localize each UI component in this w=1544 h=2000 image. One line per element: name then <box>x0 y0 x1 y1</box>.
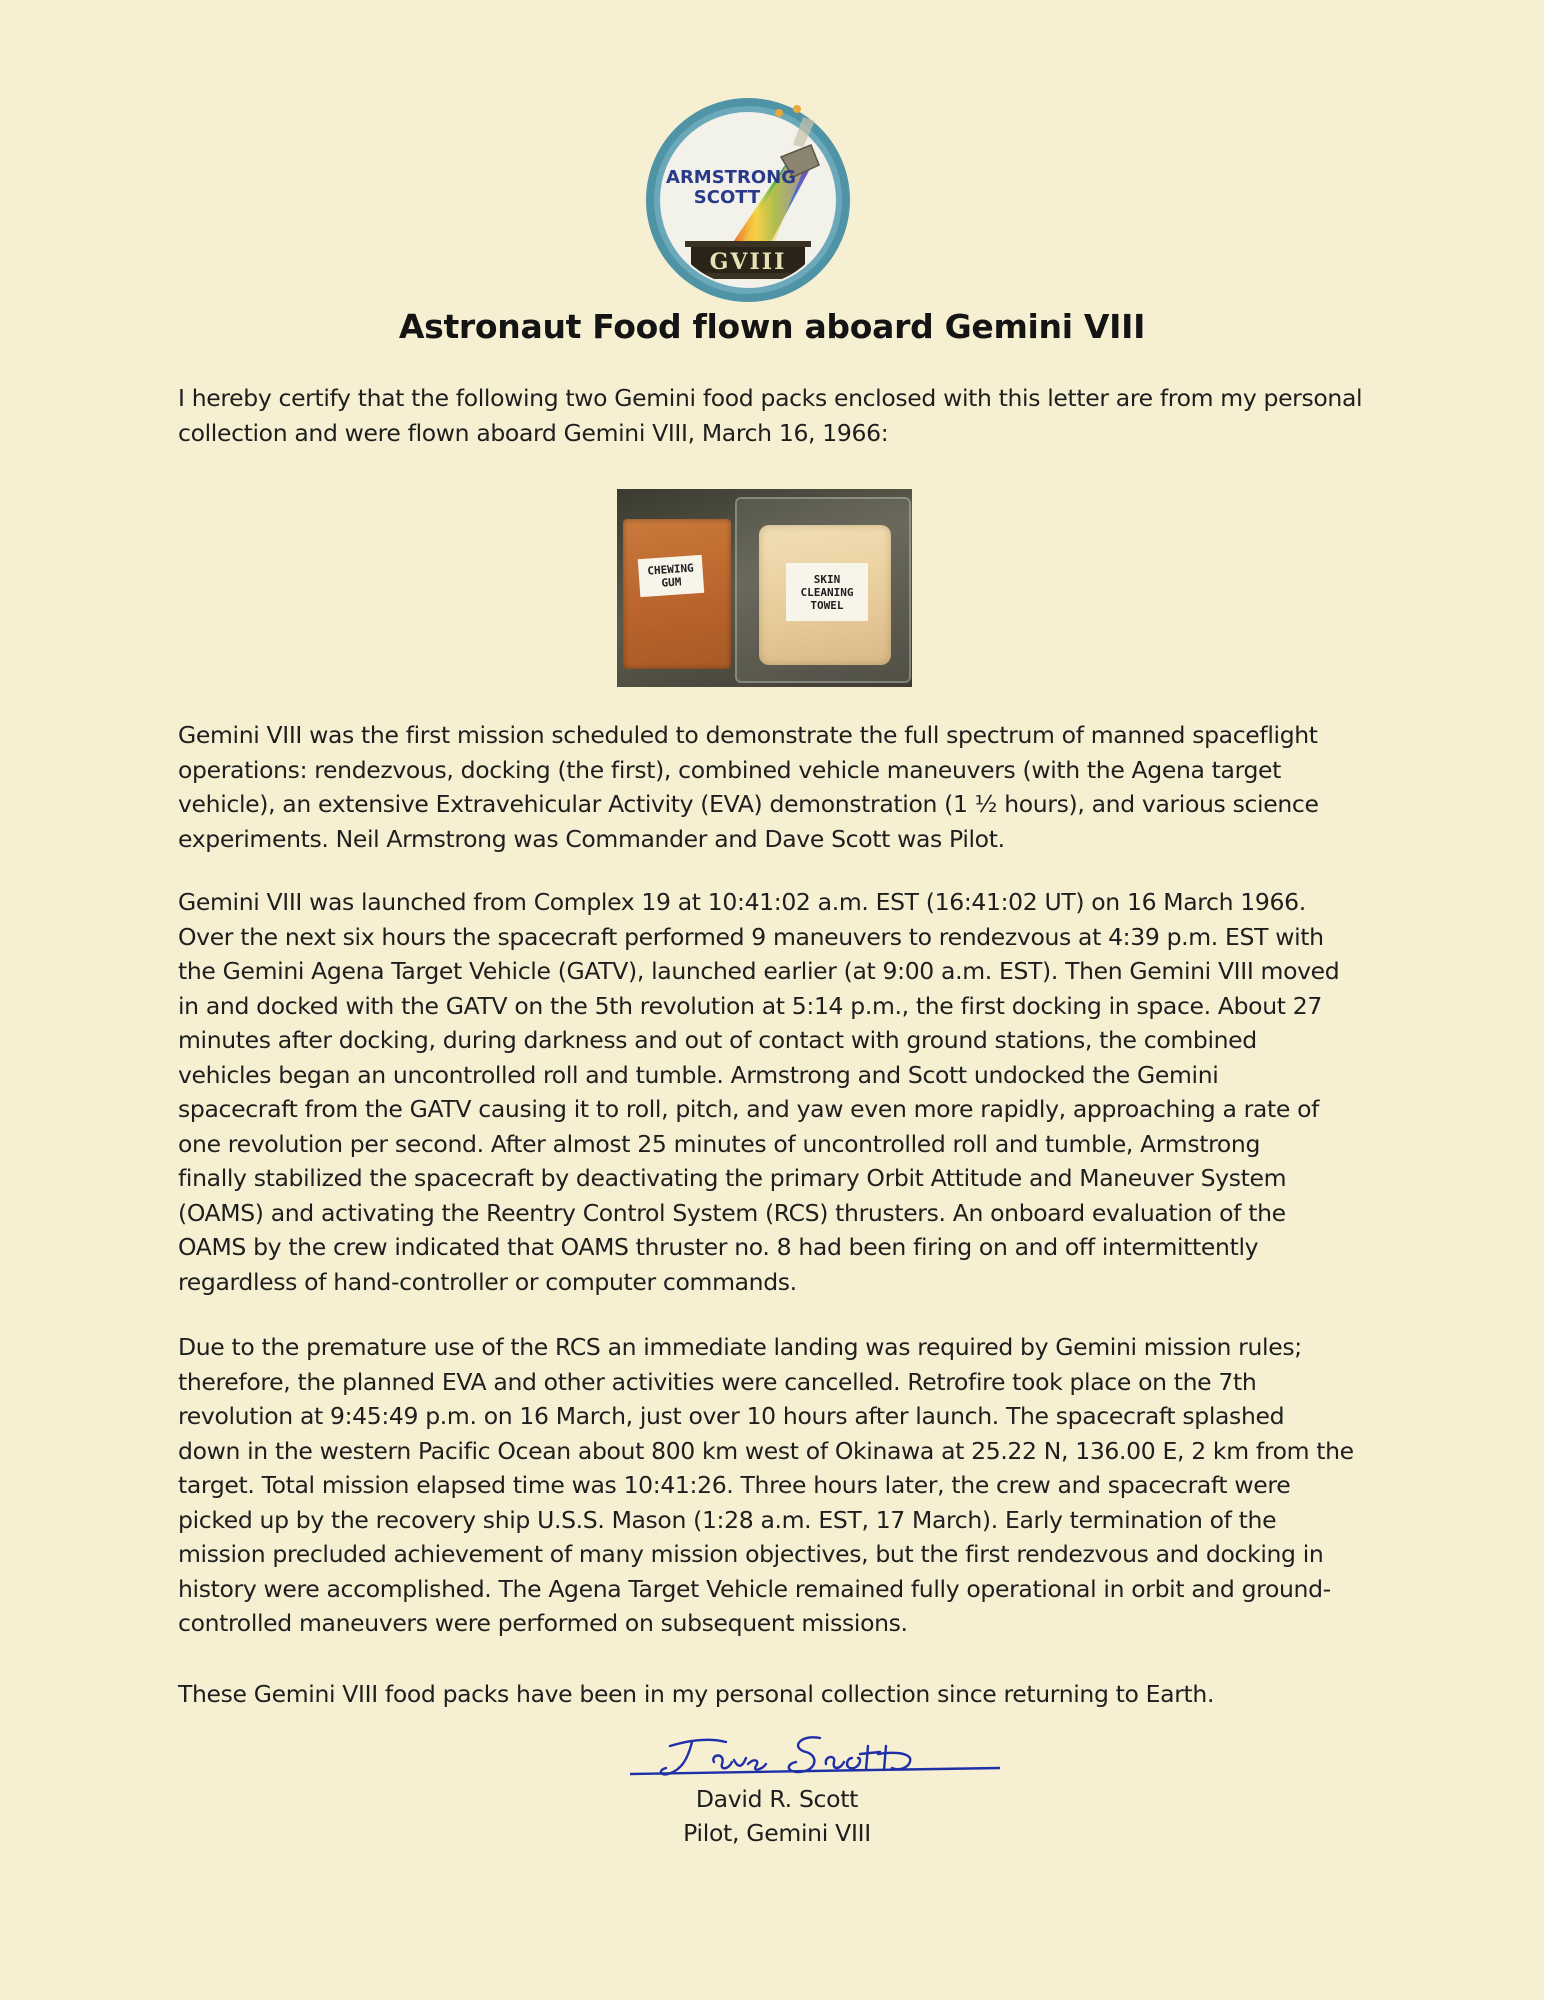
paragraph-line: Gemini VIII was the first mission scheduled to demonstrate the full spectrum of manned spaceflight <box>178 721 1318 749</box>
food-packs-photo <box>617 489 912 687</box>
paragraph-line: one revolution per second. After almost 25 minutes of uncontrolled roll and tumble, Armstrong <box>178 1129 1261 1158</box>
patch-mission-numeral: GVIII <box>709 249 787 275</box>
paragraph-line: (OAMS) and activating the Reentry Control System (RCS) thrusters. An onboard evaluation of the <box>178 1198 1286 1227</box>
skin-cleaning-towel-label: SKIN CLEANING TOWEL <box>786 563 868 621</box>
handwritten-signature <box>630 1718 1000 1788</box>
mission-overview-paragraph <box>178 718 1358 856</box>
intro-line: I hereby certify that the following two Gemini food packs enclosed with this letter are from my personal <box>178 384 1363 412</box>
paragraph-line: vehicle), an extensive Extravehicular Activity (EVA) demonstration (1 ½ hours), and various science <box>178 790 1319 818</box>
signatory-name: David R. Scott <box>695 1785 859 1813</box>
paragraph-line: the Gemini Agena Target Vehicle (GATV), launched earlier (at 9:00 a.m. EST). Then Gemini VIII moved <box>178 957 1340 985</box>
paragraph-line: target. Total mission elapsed time was 10:41:26. Three hours later, the crew and spacecraft were <box>178 1471 1291 1499</box>
paragraph-line: OAMS by the crew indicated that OAMS thruster no. 8 had been firing on and off intermittently <box>178 1233 1259 1261</box>
paragraph-line: minutes after docking, during darkness and out of contact with ground stations, the combined <box>178 1026 1257 1054</box>
paragraph-line: operations: rendezvous, docking (the first), combined vehicle maneuvers (with the Agena target <box>178 755 1282 784</box>
paragraph-line: therefore, the planned EVA and other activities were cancelled. Retrofire took place on the 7th <box>178 1367 1257 1396</box>
paragraph-line: picked up by the recovery ship U.S.S. Mason (1:28 a.m. EST, 17 March). Early termination of the <box>178 1505 1277 1534</box>
paragraph-line: vehicles began an uncontrolled roll and tumble. Armstrong and Scott undocked the Gemini <box>178 1060 1219 1089</box>
patch-crew-name-scott: SCOTT <box>693 187 761 208</box>
chewing-gum-label: CHEWING GUM <box>638 555 704 597</box>
paragraph-line: mission precluded achievement of many mission objectives, but the first rendezvous and docking in <box>178 1540 1324 1568</box>
paragraph-line: revolution at 9:45:49 p.m. on 16 March, just over 10 hours after launch. The spacecraft splashed <box>178 1402 1285 1430</box>
paragraph-line: Over the next six hours the spacecraft performed 9 maneuvers to rendezvous at 4:39 p.m. EST with <box>178 922 1324 951</box>
paragraph-line: in and docked with the GATV on the 5th revolution at 5:14 p.m., the first docking in space. About 27 <box>178 991 1322 1020</box>
paragraph-line: regardless of hand-controller or computer commands. <box>178 1267 797 1296</box>
paragraph-line: controlled maneuvers were performed on subsequent missions. <box>178 1609 908 1637</box>
paragraph-line: Gemini VIII was launched from Complex 19 at 10:41:02 a.m. EST (16:41:02 UT) on 16 March 1966. <box>178 888 1306 916</box>
paragraph-line: experiments. Neil Armstrong was Commander and Dave Scott was Pilot. <box>178 824 1005 853</box>
page-title: Astronaut Food flown aboard Gemini VIII <box>398 307 1146 346</box>
paragraph-line: history were accomplished. The Agena Target Vehicle remained fully operational in orbit and ground- <box>178 1574 1331 1603</box>
signatory-role: Pilot, Gemini VIII <box>683 1819 871 1847</box>
mission-outcome-paragraph <box>178 1330 1358 1641</box>
gemini-viii-mission-patch <box>643 95 853 305</box>
closing-line: These Gemini VIII food packs have been in my personal collection since returning to Earth. <box>178 1680 1215 1708</box>
paragraph-line: spacecraft from the GATV causing it to roll, pitch, and yaw even more rapidly, approaching a rate of <box>178 1095 1320 1123</box>
paragraph-line: finally stabilized the spacecraft by deactivating the primary Orbit Attitude and Maneuver System <box>178 1164 1287 1192</box>
paragraph-line: down in the western Pacific Ocean about 800 km west of Okinawa at 25.22 N, 136.00 E, 2 km from the <box>178 1436 1354 1465</box>
mission-events-paragraph <box>178 885 1358 1299</box>
paragraph-line: Due to the premature use of the RCS an immediate landing was required by Gemini mission rules; <box>178 1333 1302 1361</box>
patch-crew-name-armstrong: ARMSTRONG <box>666 167 796 188</box>
closing-statement <box>178 1677 1358 1712</box>
intro-line: collection and were flown aboard Gemini VIII, March 16, 1966: <box>178 418 889 447</box>
intro-paragraph <box>178 381 1363 450</box>
